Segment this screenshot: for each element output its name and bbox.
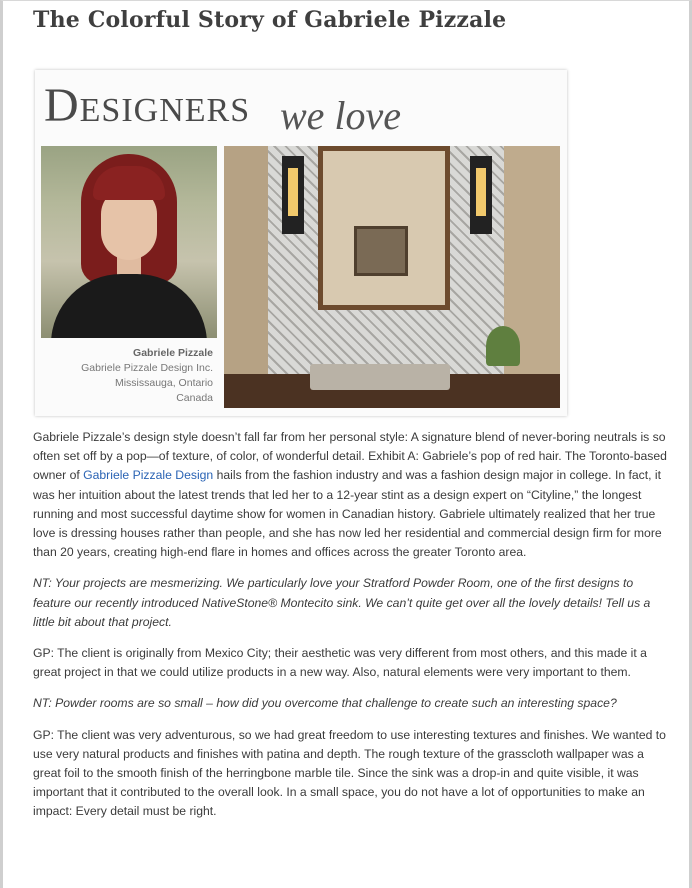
caption-city: Mississauga, Ontario (114, 377, 213, 389)
caption-name: Gabriele Pizzale (133, 347, 213, 359)
grasscloth-wall-left (224, 146, 268, 408)
sconce-right (470, 156, 492, 234)
intro-paragraph: Gabriele Pizzale’s design style doesn’t fall far from her personal style: A signature blend of never-boring neutrals is so often set off by a pop—of texture, of color, of wonderful detail. Exhibit A: Gabriele’s pop of red hair. The Toronto-based owner of Gabriele Pizzale Design hails from the fashion industry and was a fashion design major in college. In fact, it was her intuition about the latest trends that led her to a 12-year stint as a design expert on “Cityline,” the longest running and most successful daytime show for women in Canadian history. Gabriele ultimately realized that her true love is dressing houses rather than people, and she has now led her residential and commercial design firm for more than 20 years, creating high-end flare in homes and offices across the greater Toronto area. (33, 430, 667, 560)
caption-company: Gabriele Pizzale Design Inc. (81, 362, 213, 374)
designers-feature-card (35, 70, 567, 416)
portrait-caption (41, 346, 213, 406)
banner-script-text: we love (280, 93, 402, 138)
answer-1: GP: The client is originally from Mexico City; their aesthetic was very different from most others, and this made it a great project in that we could utilize products in a new way. Also, natural elements were very important to them. (33, 646, 647, 680)
page-title: The Colorful Story of Gabriele Pizzale (33, 7, 507, 33)
portrait-fringe (93, 166, 165, 200)
question-2: NT: Powder rooms are so small – how did you overcome that challenge to create such an interesting space? (33, 696, 617, 711)
designer-portrait (41, 146, 217, 338)
banner-heading: Designers (44, 79, 251, 132)
potted-plant (486, 326, 520, 366)
portrait-body (51, 274, 207, 338)
sconce-left (282, 156, 304, 234)
caption-country: Canada (176, 392, 213, 404)
wall-art (354, 226, 408, 276)
answer-2: GP: The client was very adventurous, so we had great freedom to use interesting textures and finishes. We wanted to use very natural products and finishes with patina and depth. The rough texture of the grasscloth wallpaper was a great foil to the smooth finish of the herringbone marble tile. Since the sink was a drop-in and quite visible, it was important that it contributed to the overall look. In a small space, you do not have a lot of opportunities to make an impact: Every detail must be right. (33, 727, 666, 819)
designer-site-link[interactable]: Gabriele Pizzale Design (83, 468, 214, 483)
article-body (33, 428, 667, 834)
question-1: NT: Your projects are mesmerizing. We particularly love your Stratford Powder Room, one of the first designs to feature our recently introduced NativeStone® Montecito sink. We can’t quite get over all the lovely details! Tell us a little bit about that project. (33, 576, 651, 629)
stone-sink (310, 364, 450, 390)
grasscloth-wall-right (504, 146, 560, 408)
powder-room-photo (224, 146, 560, 408)
